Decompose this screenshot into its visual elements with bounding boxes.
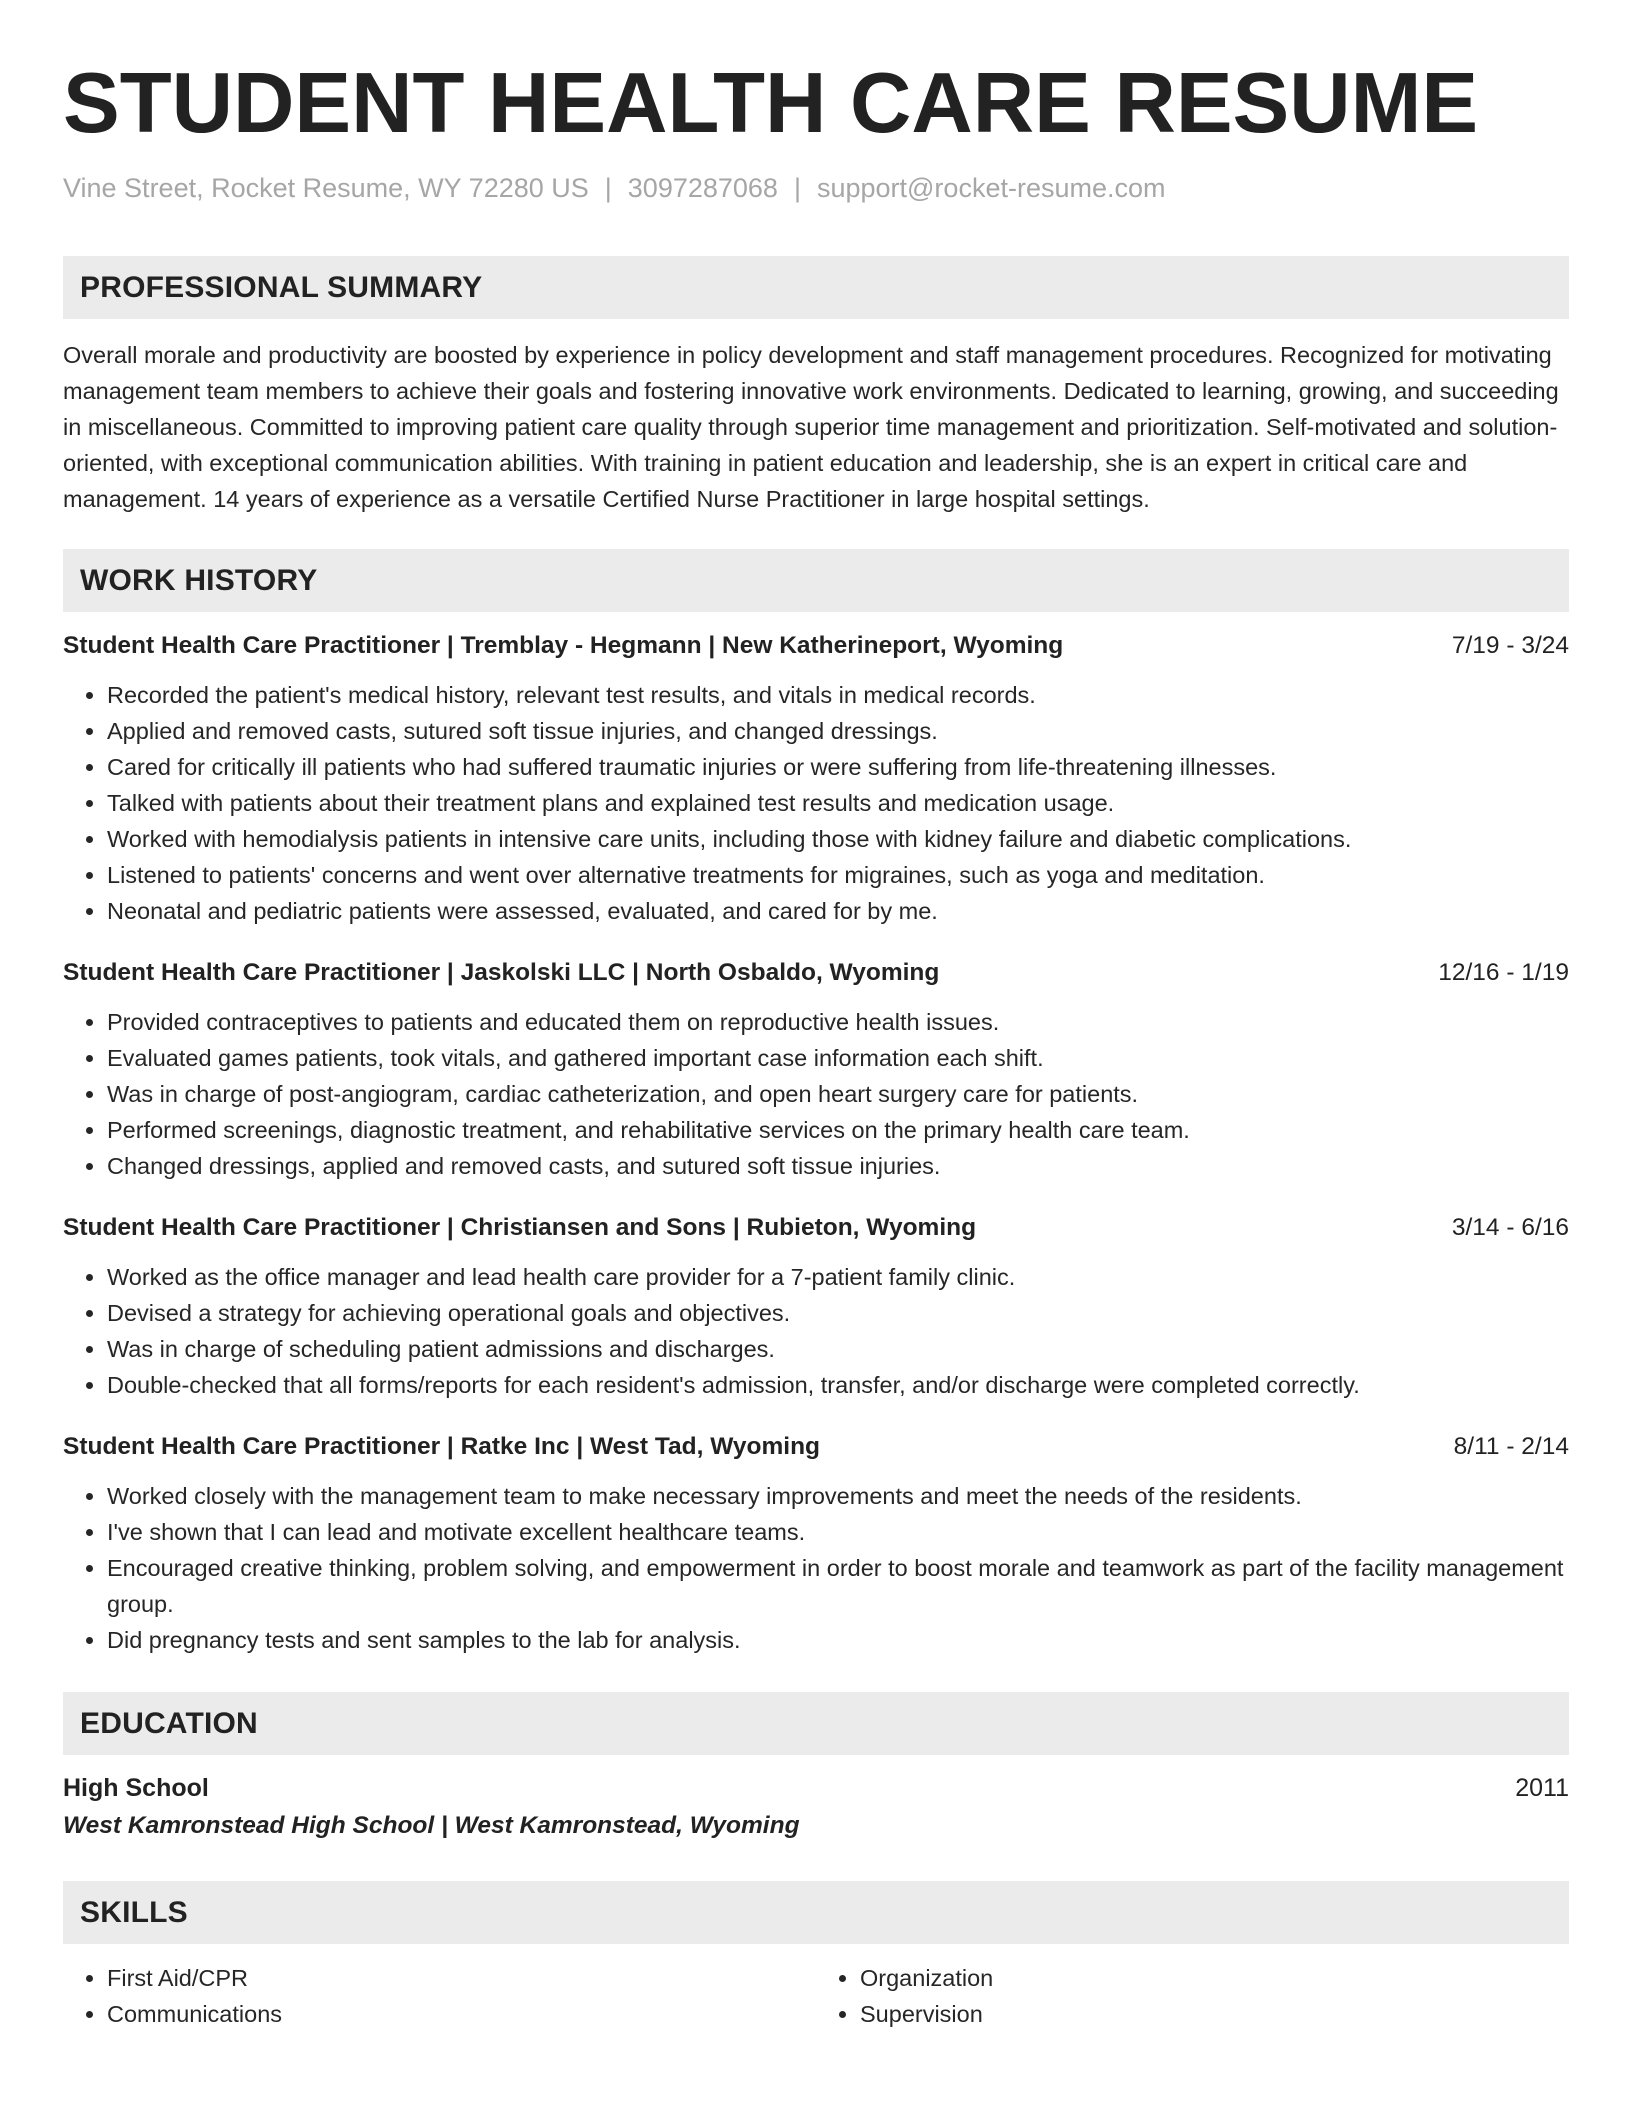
skill-item: • Supervision bbox=[860, 1996, 1569, 2032]
skill-item: • First Aid/CPR bbox=[107, 1960, 816, 1996]
resume-title: STUDENT HEALTH CARE RESUME bbox=[63, 56, 1479, 151]
contact-separator: | bbox=[604, 173, 612, 203]
job-duty: • Applied and removed casts, sutured soft tissue injuries, and changed dressings. bbox=[107, 713, 1569, 749]
skill-item: • Organization bbox=[860, 1960, 1569, 1996]
section-heading-label: WORK HISTORY bbox=[80, 563, 318, 597]
contact-separator: | bbox=[793, 173, 801, 203]
job-header bbox=[63, 628, 1569, 664]
education-school: West Kamronstead High School | West Kamronstead, Wyoming bbox=[63, 1812, 800, 1839]
section-heading-work-history bbox=[63, 549, 1569, 612]
job-title: Student Health Care Practitioner | Tremblay - Hegmann | New Katherineport, Wyoming bbox=[63, 632, 1064, 659]
job-header bbox=[63, 955, 1569, 991]
section-heading-summary bbox=[63, 256, 1569, 319]
job-entry bbox=[63, 1210, 1569, 1403]
contact-address: Vine Street, Rocket Resume, WY 72280 US bbox=[63, 173, 589, 203]
job-title: Student Health Care Practitioner | Ratke Inc | West Tad, Wyoming bbox=[63, 1433, 821, 1460]
job-duties bbox=[63, 1478, 1569, 1658]
job-duties bbox=[63, 1259, 1569, 1403]
job-title: Student Health Care Practitioner | Jaskolski LLC | North Osbaldo, Wyoming bbox=[63, 959, 940, 986]
job-duty: • Was in charge of scheduling patient admissions and discharges. bbox=[107, 1331, 1569, 1367]
contact-email: support@rocket-resume.com bbox=[816, 173, 1166, 203]
job-duty: • Changed dressings, applied and removed casts, and sutured soft tissue injuries. bbox=[107, 1148, 1569, 1184]
education-header bbox=[63, 1769, 1569, 1807]
skills-list bbox=[63, 1960, 1569, 2032]
education-degree: High School bbox=[63, 1774, 209, 1802]
job-duty: • Evaluated games patients, took vitals, and gathered important case information each shift. bbox=[107, 1040, 1569, 1076]
section-heading-label: SKILLS bbox=[80, 1895, 188, 1929]
job-title: Student Health Care Practitioner | Christiansen and Sons | Rubieton, Wyoming bbox=[63, 1214, 977, 1241]
section-heading-skills bbox=[63, 1881, 1569, 1944]
job-entry bbox=[63, 955, 1569, 1184]
job-duty: • Worked closely with the management team to make necessary improvements and meet the needs of the residents. bbox=[107, 1478, 1569, 1514]
job-duty: • Was in charge of post-angiogram, cardiac catheterization, and open heart surgery care for patients. bbox=[107, 1076, 1569, 1112]
skills-column-left bbox=[63, 1960, 816, 2032]
section-heading-label: PROFESSIONAL SUMMARY bbox=[80, 270, 483, 304]
job-duty: • Listened to patients' concerns and went over alternative treatments for migraines, such as yoga and meditation. bbox=[107, 857, 1569, 893]
job-dates: 7/19 - 3/24 bbox=[1451, 632, 1569, 659]
job-header bbox=[63, 1429, 1569, 1465]
section-heading-education bbox=[63, 1692, 1569, 1755]
job-duty: • Cared for critically ill patients who had suffered traumatic injuries or were suffering from life-threatening illnesses. bbox=[107, 749, 1569, 785]
job-duty: • Double-checked that all forms/reports for each resident's admission, transfer, and/or discharge were completed correctly. bbox=[107, 1367, 1569, 1403]
job-duty: • Provided contraceptives to patients and educated them on reproductive health issues. bbox=[107, 1004, 1569, 1040]
education-entry bbox=[63, 1769, 1569, 1845]
skills-column-right bbox=[816, 1960, 1569, 2032]
job-duty: • Worked as the office manager and lead health care provider for a 7-patient family clinic. bbox=[107, 1259, 1569, 1295]
job-dates: 3/14 - 6/16 bbox=[1451, 1214, 1569, 1241]
job-duties bbox=[63, 677, 1569, 929]
job-duty: • Did pregnancy tests and sent samples to the lab for analysis. bbox=[107, 1622, 1569, 1658]
job-entry bbox=[63, 1429, 1569, 1658]
summary-text: Overall morale and productivity are boosted by experience in policy development and staff management procedures. Recognized for motivating management team members to achieve their goals and fostering innovative work environments. Dedicated to learning, growing, and succeeding in miscellaneous. Committed to improving patient care quality through superior time management and prioritization. Self-motivated and solution-oriented, with exceptional communication abilities. With training in patient education and leadership, she is an expert in critical care and management. 14 years of experience as a versatile Certified Nurse Practitioner in large hospital settings. bbox=[63, 342, 1559, 512]
job-dates: 12/16 - 1/19 bbox=[1438, 959, 1569, 986]
job-duty: • Neonatal and pediatric patients were assessed, evaluated, and cared for by me. bbox=[107, 893, 1569, 929]
job-duty: • Performed screenings, diagnostic treatment, and rehabilitative services on the primary health care team. bbox=[107, 1112, 1569, 1148]
job-duty: • Encouraged creative thinking, problem solving, and empowerment in order to boost morale and teamwork as part of the facility management group. bbox=[107, 1550, 1569, 1622]
job-duty: • Talked with patients about their treatment plans and explained test results and medication usage. bbox=[107, 785, 1569, 821]
section-heading-label: EDUCATION bbox=[80, 1706, 258, 1740]
job-dates: 8/11 - 2/14 bbox=[1453, 1433, 1569, 1460]
job-duty: • Devised a strategy for achieving operational goals and objectives. bbox=[107, 1295, 1569, 1331]
job-header bbox=[63, 1210, 1569, 1246]
job-entry bbox=[63, 628, 1569, 929]
job-duties bbox=[63, 1004, 1569, 1184]
education-year: 2011 bbox=[1515, 1774, 1569, 1802]
contact-line bbox=[63, 170, 1569, 206]
contact-phone: 3097287068 bbox=[627, 173, 778, 203]
skill-item: • Communications bbox=[107, 1996, 816, 2032]
job-duty: • I've shown that I can lead and motivate excellent healthcare teams. bbox=[107, 1514, 1569, 1550]
job-duty: • Worked with hemodialysis patients in intensive care units, including those with kidney failure and diabetic complications. bbox=[107, 821, 1569, 857]
job-duty: • Recorded the patient's medical history, relevant test results, and vitals in medical records. bbox=[107, 677, 1569, 713]
